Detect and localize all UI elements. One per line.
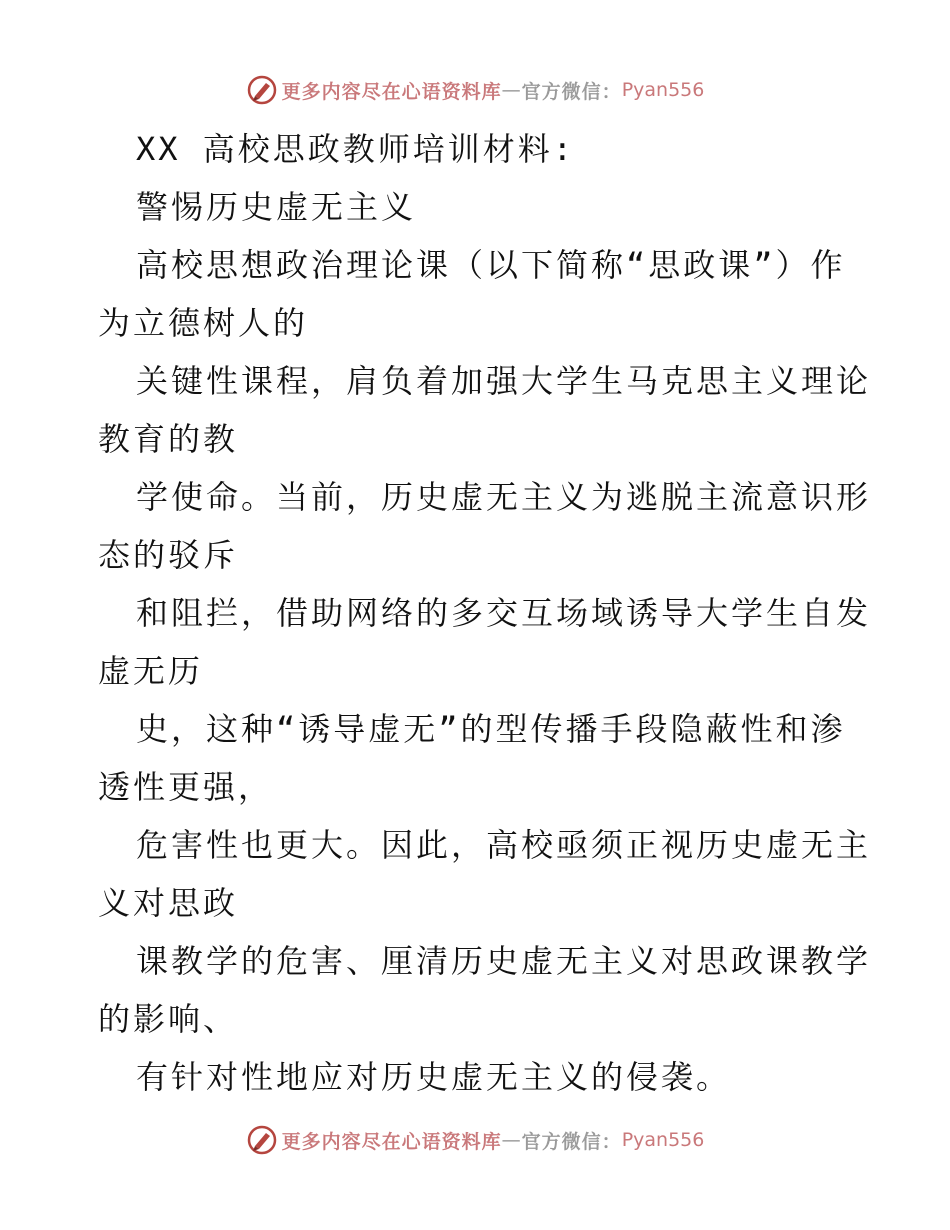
banner-brand: 更多内容尽在心语资料库 <box>281 80 502 103</box>
body-line: 学使命。当前，历史虚无主义为逃脱主流意识形 <box>136 478 872 516</box>
body-line: 虚无历 <box>98 652 204 690</box>
body-line: 和阻拦，借助网络的多交互场域诱导大学生自发 <box>136 594 872 632</box>
body-line: 关键性课程，肩负着加强大学生马克思主义理论 <box>136 362 872 400</box>
body-line: 警惕历史虚无主义 <box>136 188 417 226</box>
banner-official: 官方微信： <box>521 1130 622 1153</box>
body-line: 史，这种“诱导虚无”的型传播手段隐蔽性和渗 <box>136 710 846 748</box>
body-line: 的影响、 <box>98 1000 239 1038</box>
footer-watermark <box>0 1120 950 1160</box>
body-line: 高校思想政治理论课（以下简称“思政课”）作 <box>136 246 846 284</box>
body-line: 有针对性地应对历史虚无主义的侵袭。 <box>136 1058 732 1096</box>
body-line: 为立德树人的 <box>98 304 309 342</box>
banner-wechat-id: Pyan556 <box>621 79 705 101</box>
body-line: 义对思政 <box>98 884 239 922</box>
banner-brand: 更多内容尽在心语资料库 <box>281 1130 502 1153</box>
body-line: 态的驳斥 <box>98 536 239 574</box>
body-line: 危害性也更大。因此，高校亟须正视历史虚无主 <box>136 826 872 864</box>
pen-logo-icon <box>246 74 278 106</box>
body-line: XX 高校思政教师培训材料: <box>136 130 576 168</box>
banner-dash: — <box>501 1129 522 1151</box>
header-watermark <box>0 70 950 110</box>
banner-dash: — <box>501 79 522 101</box>
body-line: 课教学的危害、厘清历史虚无主义对思政课教学 <box>136 942 872 980</box>
body-line: 教育的教 <box>98 420 239 458</box>
banner-official: 官方微信： <box>521 80 622 103</box>
pen-logo-icon <box>246 1124 278 1156</box>
banner-wechat-id: Pyan556 <box>621 1129 705 1151</box>
body-line: 透性更强， <box>98 768 274 806</box>
